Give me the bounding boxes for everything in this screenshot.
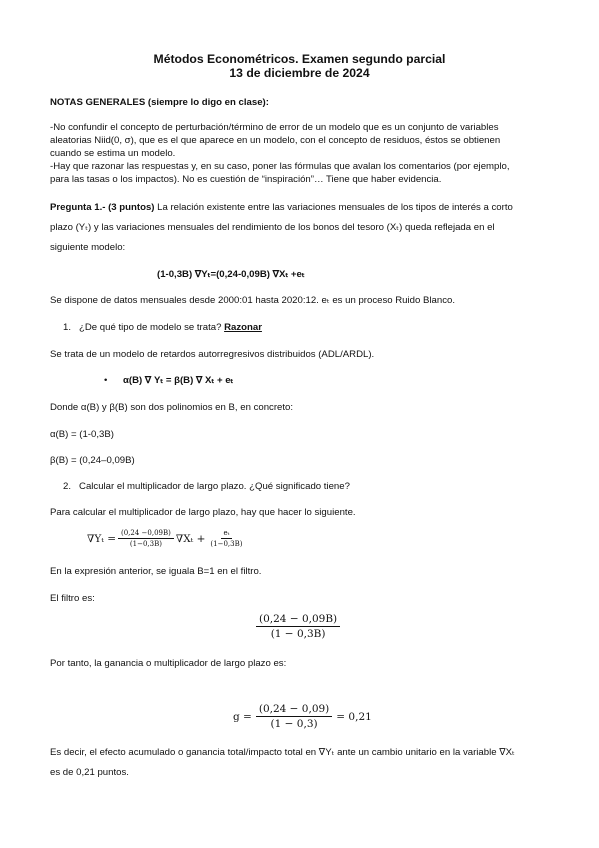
item1-answer: Se trata de un modelo de retardos autorregresivos distribuidos (ADL/ARDL). xyxy=(50,349,375,360)
conclusion-line: Es decir, el efecto acumulado o ganancia total/impacto total en ∇Yₜ ante un cambio unitario en la variable ∇Xₜ xyxy=(50,747,515,758)
eq-numerator: eₜ xyxy=(221,529,233,539)
item-question-text: ¿De qué tipo de modelo se trata? xyxy=(79,322,225,333)
notes-line: cuando se estima un modelo. xyxy=(50,148,176,159)
eq-mid: ∇Xₜ + xyxy=(175,532,206,545)
alpha-polynomial: α(B) = (1-0,3B) xyxy=(50,429,114,440)
question1-paragraph xyxy=(50,201,513,214)
gain-fraction xyxy=(256,703,332,730)
item1-question xyxy=(63,321,262,334)
question1-label: Pregunta 1.- (3 puntos) xyxy=(50,202,155,213)
eq-fraction xyxy=(118,529,174,548)
adl-equation: α(B) ∇ Yₜ = β(B) ∇ Xₜ + eₜ xyxy=(123,375,234,386)
gain-numerator: (0,24 − 0,09) xyxy=(256,703,332,717)
exam-title: Métodos Econométricos. Examen segundo parcial xyxy=(153,52,446,66)
filter-label: El filtro es: xyxy=(50,593,95,604)
item2-intro: Para calcular el multiplicador de largo plazo, hay que hacer lo siguiente. xyxy=(50,507,356,518)
decomposition-equation xyxy=(87,529,245,548)
gain-equation xyxy=(233,703,372,730)
eq-lhs: ∇Yₜ = xyxy=(87,532,116,545)
question1-text: siguiente modelo: xyxy=(50,242,126,253)
question1-text: plazo (Yₜ) y las variaciones mensuales del rendimiento de los bonos del tesoro (Xₜ) queda reflejada en el xyxy=(50,222,495,233)
item2-question xyxy=(63,480,350,493)
question1-text: La relación existente entre las variaciones mensuales de los tipos de interés a corto xyxy=(154,202,513,213)
notes-line: para las tasas o los impactos). No es cuestión de “inspiración”… Tiene que haber evidencia. xyxy=(50,174,442,185)
item-number: 2. xyxy=(63,481,72,492)
razonar-emphasis: Razonar xyxy=(224,322,262,333)
notes-line: -Hay que razonar las respuestas y, en su caso, poner las fórmulas que avalan los comentarios (por ejemplo, xyxy=(50,161,510,172)
polynomials-line: Donde α(B) y β(B) son dos polinomios en B, en concreto: xyxy=(50,402,294,413)
bullet: • xyxy=(104,375,108,386)
data-description: Se dispone de datos mensuales desde 2000:01 hasta 2020:12. eₜ es un proceso Ruido Blanco. xyxy=(50,295,455,306)
filter-denominator: (1 − 0,3B) xyxy=(270,628,326,640)
item-number: 1. xyxy=(63,322,72,333)
notes-heading: NOTAS GENERALES (siempre lo digo en clase): xyxy=(50,97,269,108)
conclusion-line: es de 0,21 puntos. xyxy=(50,767,129,778)
filter-frac xyxy=(256,613,340,640)
set-b-line: En la expresión anterior, se iguala B=1 en el filtro. xyxy=(50,566,262,577)
eq-denominator: (1−0,3B) xyxy=(210,540,243,548)
notes-line: -No confundir el concepto de perturbación/término de error de un modelo que es un conjunto de variables xyxy=(50,122,499,133)
model-equation: (1-0,3B) ∇Yₜ=(0,24-0,09B) ∇Xₜ +eₜ xyxy=(157,269,305,280)
eq-numerator: (0,24 −0,09B) xyxy=(118,529,174,539)
gain-lhs: g = xyxy=(233,710,252,723)
filter-fraction xyxy=(256,613,340,640)
gain-result: = 0,21 xyxy=(336,710,372,723)
item-question-text: Calcular el multiplicador de largo plazo. ¿Qué significado tiene? xyxy=(79,481,350,492)
filter-numerator: (0,24 − 0,09B) xyxy=(256,613,340,627)
notes-line: aleatorias Niid(0, σ), que es el que aparece en un modelo, con el concepto de residuos, éstos se obtienen xyxy=(50,135,501,146)
exam-date: 13 de diciembre de 2024 xyxy=(229,66,370,80)
eq-fraction xyxy=(207,529,245,548)
beta-polynomial: β(B) = (0,24–0,09B) xyxy=(50,455,135,466)
gain-label: Por tanto, la ganancia o multiplicador de largo plazo es: xyxy=(50,658,287,669)
eq-denominator: (1−0,3B) xyxy=(129,540,162,548)
gain-denominator: (1 − 0,3) xyxy=(270,718,318,730)
